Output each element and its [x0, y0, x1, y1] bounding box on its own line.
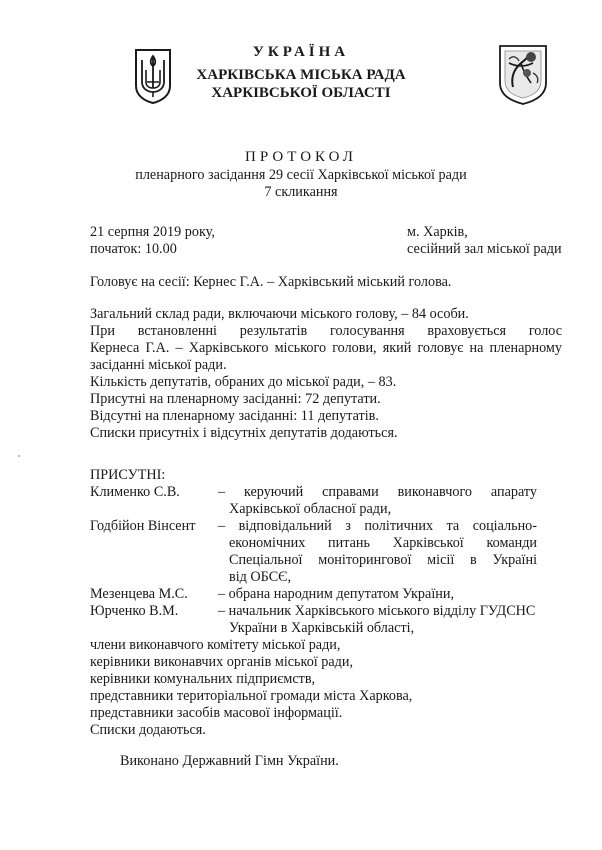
attendee-role: – керуючий справами виконавчого апарату [218, 484, 538, 500]
lists-attached: Списки додаються. [90, 722, 206, 738]
present-count: Присутні на пленарному засіданні: 72 депутати. [90, 391, 381, 407]
attendee-role: – обрана народним депутатом України, [218, 586, 454, 602]
absent-count: Відсутні на пленарному засіданні: 11 депутатів. [90, 408, 379, 424]
meeting-start: початок: 10.00 [90, 241, 177, 257]
attendee-role-cont: Спеціальної моніторингової місії в Україні [229, 552, 538, 568]
header-council-name: ХАРКІВСЬКА МІСЬКА РАДА [196, 67, 406, 83]
attendee-role-cont: України в Харківській області, [229, 620, 415, 636]
vote-note-line-1: При встановленні результатів голосування враховується голос [90, 323, 563, 339]
attendees-heading: ПРИСУТНІ: [90, 467, 166, 483]
protocol-subtitle: пленарного засідання 29 сесії Харківської міської ради [135, 167, 467, 183]
attendee-role-cont: від ОБСЄ, [229, 569, 292, 585]
meeting-date: 21 серпня 2019 року, [90, 224, 215, 240]
anthem-note: Виконано Державний Гімн України. [120, 753, 339, 769]
header-country: УКРАЇНА [252, 44, 350, 60]
attendee-name: Юрченко В.М. [90, 603, 179, 619]
vote-note-line-3: засіданні міської ради. [90, 357, 227, 373]
lists-note: Списки присутніх і відсутніх депутатів додаються. [90, 425, 398, 441]
meeting-hall: сесійний зал міської ради [407, 241, 562, 257]
attendee-role: – начальник Харківського міського відділу ГУДСНС [218, 603, 536, 619]
attendee-role: – відповідальний з політичних та соціально- [218, 518, 537, 534]
total-members: Загальний склад ради, включаючи міського голову, – 84 особи. [90, 306, 469, 322]
attendee-group: керівники комунальних підприємств, [90, 671, 316, 687]
attendee-group: керівники виконавчих органів міської ради, [90, 654, 354, 670]
protocol-convocation: 7 скликання [264, 184, 338, 200]
scan-artifact [18, 455, 20, 457]
chair-line: Головує на сесії: Кернес Г.А. – Харківський міський голова. [90, 274, 452, 290]
elected-count: Кількість депутатів, обраних до міської ради, – 83. [90, 374, 397, 390]
attendee-role-cont: економічних питань Харківської команди [229, 535, 538, 551]
attendee-group: представники засобів масової інформації. [90, 705, 343, 721]
header-council-region: ХАРКІВСЬКОЇ ОБЛАСТІ [211, 85, 391, 101]
attendee-name: Годбійон Вінсент [90, 518, 196, 534]
attendee-group: представники територіальної громади міста Харкова, [90, 688, 413, 704]
vote-note-line-2: Кернеса Г.А. – Харківського міського голови, який головує на пленарному [90, 340, 562, 356]
attendee-group: члени виконавчого комітету міської ради, [90, 637, 341, 653]
attendee-role-cont: Харківської обласної ради, [229, 501, 392, 517]
attendee-name: Мезенцева М.С. [90, 586, 188, 602]
meeting-city: м. Харків, [407, 224, 468, 240]
protocol-title: ПРОТОКОЛ [245, 149, 357, 165]
attendee-name: Клименко С.В. [90, 484, 180, 500]
